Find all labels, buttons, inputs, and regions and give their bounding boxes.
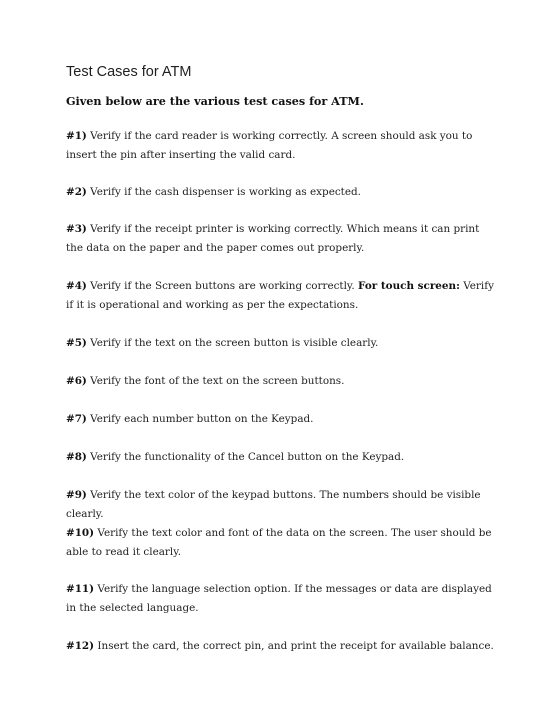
- case-text: Verify the font of the text on the screen buttons.: [90, 375, 345, 387]
- test-case-4: [66, 277, 494, 315]
- case-number: #5): [66, 337, 87, 349]
- case-number: #12): [66, 640, 95, 652]
- document-subtitle: Given below are the various test cases for ATM.: [66, 94, 364, 108]
- case-text: Verify if the Screen buttons are working correctly.: [90, 280, 355, 292]
- test-case-8: [66, 448, 494, 467]
- test-case-11: [66, 580, 494, 618]
- case-text: Verify the language selection option. If the messages or data are displayed in the selected language.: [66, 583, 492, 614]
- test-case-6: [66, 372, 494, 391]
- test-case-1: [66, 127, 494, 165]
- test-case-3: [66, 220, 494, 258]
- test-case-5: [66, 334, 494, 353]
- test-case-9: [66, 486, 494, 524]
- test-case-2: [66, 183, 494, 202]
- case-text: Verify each number button on the Keypad.: [90, 413, 314, 425]
- case-emphasis: For touch screen:: [358, 280, 460, 292]
- case-text: Verify if the cash dispenser is working as expected.: [90, 186, 361, 198]
- case-number: #2): [66, 186, 87, 198]
- case-number: #10): [66, 527, 95, 539]
- test-case-10: [66, 524, 494, 562]
- case-text: Verify the text color and font of the data on the screen. The user should be able to read it clearly.: [66, 527, 492, 558]
- test-case-12: [66, 637, 494, 656]
- case-number: #6): [66, 375, 87, 387]
- case-number: #3): [66, 223, 87, 235]
- test-case-7: [66, 410, 494, 429]
- case-number: #7): [66, 413, 87, 425]
- case-number: #1): [66, 130, 87, 142]
- case-number: #9): [66, 489, 87, 501]
- case-text-continued: Verify if it is operational and working as per the expectations.: [66, 280, 494, 311]
- case-text: Insert the card, the correct pin, and print the receipt for available balance.: [97, 640, 494, 652]
- case-text: Verify if the receipt printer is working correctly. Which means it can print the data on the paper and the paper comes out properly.: [66, 223, 480, 254]
- case-text: Verify if the text on the screen button is visible clearly.: [90, 337, 379, 349]
- case-text: Verify the functionality of the Cancel button on the Keypad.: [90, 451, 405, 463]
- case-text: Verify the text color of the keypad buttons. The numbers should be visible clearly.: [66, 489, 481, 520]
- case-number: #4): [66, 280, 87, 292]
- case-text: Verify if the card reader is working correctly. A screen should ask you to insert the pin after inserting the valid card.: [66, 130, 473, 161]
- document-title: Test Cases for ATM: [66, 64, 192, 80]
- case-number: #8): [66, 451, 87, 463]
- case-number: #11): [66, 583, 95, 595]
